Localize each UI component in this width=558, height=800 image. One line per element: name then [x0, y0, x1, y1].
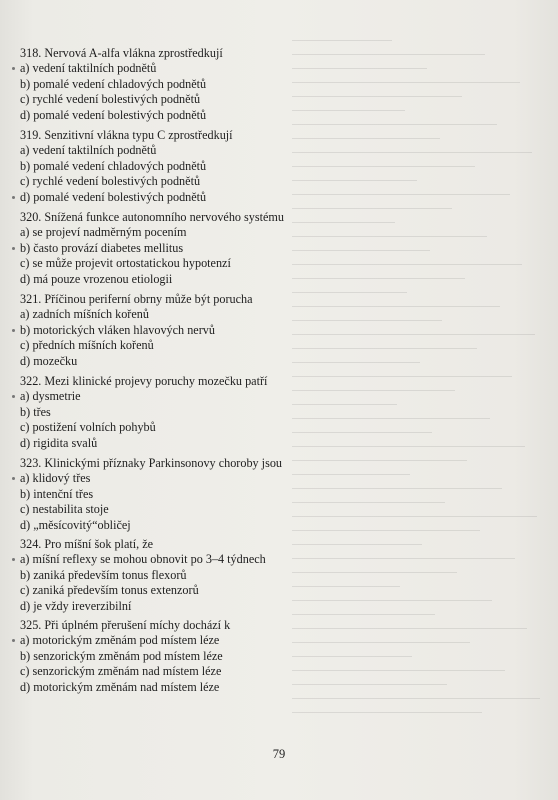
question-block	[18, 374, 318, 451]
answer-option	[18, 552, 318, 567]
answer-option	[18, 92, 318, 107]
pencil-mark-icon	[12, 329, 15, 332]
answer-text: a) vedení taktilních podnětů	[20, 61, 157, 76]
question-number: 323.	[20, 456, 42, 470]
question-block	[18, 128, 318, 205]
question-block	[18, 537, 318, 614]
question-heading	[18, 537, 318, 552]
answer-option	[18, 241, 318, 256]
answer-text: c) postižení volních pohybů	[20, 420, 156, 435]
question-heading	[18, 618, 318, 633]
answer-option	[18, 159, 318, 174]
answer-text: a) klidový třes	[20, 471, 91, 486]
question-number: 322.	[20, 374, 42, 388]
answer-text: c) senzorickým změnám nad místem léze	[20, 664, 222, 679]
answer-option	[18, 680, 318, 695]
question-number: 325.	[20, 618, 42, 632]
answer-option	[18, 61, 318, 76]
answer-text: b) intenční třes	[20, 486, 94, 501]
answer-text: d) „měsícovitý“obličej	[20, 517, 131, 532]
answer-text: d) mozečku	[20, 353, 78, 368]
answer-option	[18, 108, 318, 123]
question-block	[18, 46, 318, 123]
answer-option	[18, 143, 318, 158]
answer-text: c) se může projevit ortostatickou hypotenzí	[20, 256, 231, 271]
question-text: Nervová A-alfa vlákna zprostředkují	[44, 46, 223, 60]
answer-text: a) se projeví nadměrným pocením	[20, 225, 187, 240]
pencil-mark-icon	[12, 477, 15, 480]
answer-text: d) rigidita svalů	[20, 435, 98, 450]
answer-text: a) vedení taktilních podnětů	[20, 143, 157, 158]
question-block	[18, 210, 318, 287]
answer-option	[18, 583, 318, 598]
pencil-mark-icon	[12, 247, 15, 250]
answer-option	[18, 174, 318, 189]
question-block	[18, 618, 318, 695]
answer-option	[18, 649, 318, 664]
question-heading	[18, 128, 318, 143]
pencil-mark-icon	[12, 395, 15, 398]
answer-text: b) pomalé vedení chladových podnětů	[20, 158, 207, 173]
answer-text: c) nestabilita stoje	[20, 502, 109, 517]
answer-text: d) pomalé vedení bolestivých podnětů	[20, 189, 207, 204]
answer-option	[18, 633, 318, 648]
answer-text: a) dysmetrie	[20, 389, 81, 404]
answer-option	[18, 487, 318, 502]
answer-text: d) má pouze vrozenou etiologii	[20, 271, 173, 286]
answer-option	[18, 389, 318, 404]
question-text: Mezi klinické projevy poruchy mozečku patří	[44, 374, 268, 388]
answer-option	[18, 568, 318, 583]
answer-text: b) senzorickým změnám pod místem léze	[20, 648, 223, 663]
question-number: 318.	[20, 46, 42, 60]
answer-text: c) rychlé vedení bolestivých podnětů	[20, 92, 201, 107]
question-heading	[18, 46, 318, 61]
pencil-mark-icon	[12, 67, 15, 70]
question-text: Klinickými příznaky Parkinsonovy choroby jsou	[44, 456, 283, 470]
answer-option	[18, 420, 318, 435]
question-number: 319.	[20, 128, 42, 142]
answer-text: d) pomalé vedení bolestivých podnětů	[20, 107, 207, 122]
question-heading	[18, 374, 318, 389]
answer-option	[18, 518, 318, 533]
question-number: 320.	[20, 210, 42, 224]
question-block	[18, 292, 318, 369]
question-block	[18, 456, 318, 533]
answer-option	[18, 354, 318, 369]
answer-option	[18, 405, 318, 420]
answer-option	[18, 272, 318, 287]
answer-option	[18, 256, 318, 271]
answer-text: a) zadních míšních kořenů	[20, 307, 149, 322]
answer-text: b) třes	[20, 404, 51, 419]
answer-option	[18, 599, 318, 614]
answer-text: b) zaniká především tonus flexorů	[20, 567, 187, 582]
answer-option	[18, 502, 318, 517]
question-text: Snížená funkce autonomního nervového systému	[44, 210, 285, 224]
answer-text: d) je vždy ireverzibilní	[20, 598, 132, 613]
answer-option	[18, 338, 318, 353]
answer-text: b) pomalé vedení chladových podnětů	[20, 76, 207, 91]
answer-text: b) často provází diabetes mellitus	[20, 240, 184, 255]
answer-text: d) motorickým změnám nad místem léze	[20, 679, 220, 694]
pencil-mark-icon	[12, 196, 15, 199]
question-text: Při úplném přerušení míchy dochází k	[44, 618, 231, 632]
question-heading	[18, 456, 318, 471]
answer-option	[18, 225, 318, 240]
question-text: Senzitivní vlákna typu C zprostředkují	[44, 128, 233, 142]
pencil-mark-icon	[12, 639, 15, 642]
question-heading	[18, 292, 318, 307]
answer-text: a) míšní reflexy se mohou obnovit po 3–4 týdnech	[20, 552, 266, 567]
answer-text: a) motorickým změnám pod místem léze	[20, 633, 220, 648]
question-text: Pro míšní šok platí, že	[44, 537, 154, 551]
answer-option	[18, 436, 318, 451]
answer-text: c) zaniká především tonus extenzorů	[20, 583, 199, 598]
answer-option	[18, 471, 318, 486]
answer-text: c) předních míšních kořenů	[20, 338, 154, 353]
answer-option	[18, 190, 318, 205]
answer-option	[18, 664, 318, 679]
page-number: 79	[272, 747, 286, 761]
question-text: Příčinou periferní obrny může být porucha	[44, 292, 253, 306]
answer-option	[18, 323, 318, 338]
question-number: 321.	[20, 292, 42, 306]
pencil-mark-icon	[12, 558, 15, 561]
answer-option	[18, 307, 318, 322]
question-number: 324.	[20, 537, 42, 551]
question-heading	[18, 210, 318, 225]
answer-option	[18, 77, 318, 92]
answer-text: c) rychlé vedení bolestivých podnětů	[20, 174, 201, 189]
answer-text: b) motorických vláken hlavových nervů	[20, 322, 215, 337]
